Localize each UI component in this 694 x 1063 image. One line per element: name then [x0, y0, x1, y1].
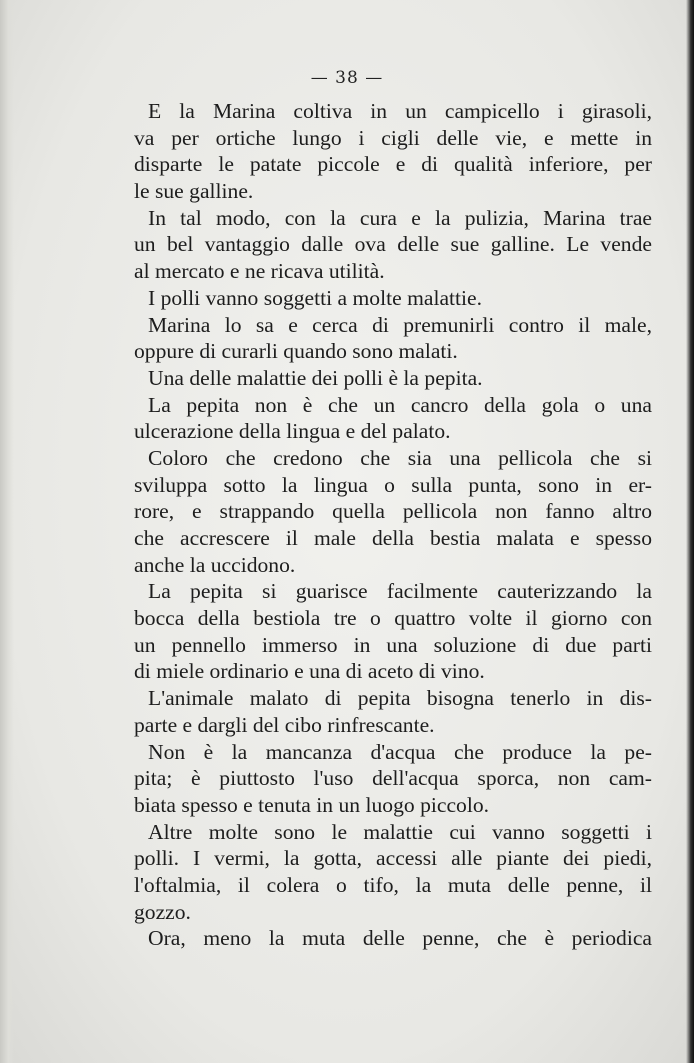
text-line: disparte le patate piccole e di qualità inferiore, per	[134, 152, 652, 177]
text-line: Ora, meno la muta delle penne, che è periodica	[148, 926, 652, 951]
text-line: Una delle malattie dei polli è la pepita.	[148, 365, 483, 390]
page-number: — 38 —	[310, 68, 384, 88]
text-line: un bel vantaggio dalle ova delle sue galline. Le vende	[134, 232, 652, 257]
text-line: I polli vanno soggetti a molte malattie.	[148, 285, 483, 310]
text-line: ulcerazione della lingua e del palato.	[134, 419, 451, 444]
text-line: di miele ordinario e una di aceto di vino.	[134, 659, 485, 684]
paragraph	[134, 925, 652, 952]
paragraph	[134, 285, 652, 312]
text-line: al mercato e ne ricava utilità.	[134, 259, 385, 284]
text-line: bocca della bestiola tre o quattro volte il giorno con	[134, 606, 652, 631]
text-line: Coloro che credono che sia una pellicola che si	[148, 445, 652, 470]
text-line: In tal modo, con la cura e la pulizia, Marina trae	[148, 205, 652, 230]
text-line: E la Marina coltiva in un campicello i girasoli,	[148, 99, 652, 123]
text-line: La pepita non è che un cancro della gola o una	[148, 392, 652, 417]
text-line: Non è la mancanza d'acqua che produce la pe-	[148, 739, 652, 764]
text-line: anche la uccidono.	[134, 552, 296, 577]
text-line: Marina lo sa e cerca di premunirli contro il male,	[148, 312, 652, 337]
paragraph	[134, 392, 652, 445]
paragraph	[134, 312, 652, 365]
text-line: che accrescere il male della bestia malata e spesso	[134, 526, 652, 550]
text-line: pita; è piuttosto l'uso dell'acqua sporca, non cam-	[134, 766, 652, 791]
page-edge	[686, 0, 694, 1063]
text-line: un pennello immerso in una soluzione di due parti	[134, 632, 652, 657]
paragraph	[134, 445, 652, 578]
paragraph	[134, 685, 652, 738]
body-text	[134, 98, 652, 952]
text-line: polli. I vermi, la gotta, accessi alle piante dei piedi,	[134, 846, 652, 871]
text-line: va per ortiche lungo i cigli delle vie, e mette in	[134, 125, 652, 150]
text-line: La pepita si guarisce facilmente cauterizzando la	[148, 579, 652, 604]
text-line: sviluppa sotto la lingua o sulla punta, sono in er-	[134, 472, 652, 497]
page-spine-shadow	[0, 0, 14, 1063]
paragraph	[134, 98, 652, 205]
paragraph	[134, 205, 652, 285]
paragraph	[134, 739, 652, 819]
text-line: le sue galline.	[134, 179, 254, 204]
text-line: rore, e strappando quella pellicola non fanno altro	[134, 499, 652, 524]
text-line: gozzo.	[134, 899, 191, 924]
text-line: l'oftalmia, il colera o tifo, la muta delle penne, il	[134, 872, 652, 897]
paragraph	[134, 365, 652, 392]
paragraph	[134, 578, 652, 685]
text-line: parte e dargli del cibo rinfrescante.	[134, 712, 435, 737]
text-line: L'animale malato di pepita bisogna tenerlo in dis-	[148, 686, 652, 711]
text-line: biata spesso e tenuta in un luogo piccolo.	[134, 792, 490, 817]
paragraph	[134, 819, 652, 926]
text-line: oppure di curarli quando sono malati.	[134, 339, 458, 364]
text-line: Altre molte sono le malattie cui vanno soggetti i	[148, 819, 652, 844]
